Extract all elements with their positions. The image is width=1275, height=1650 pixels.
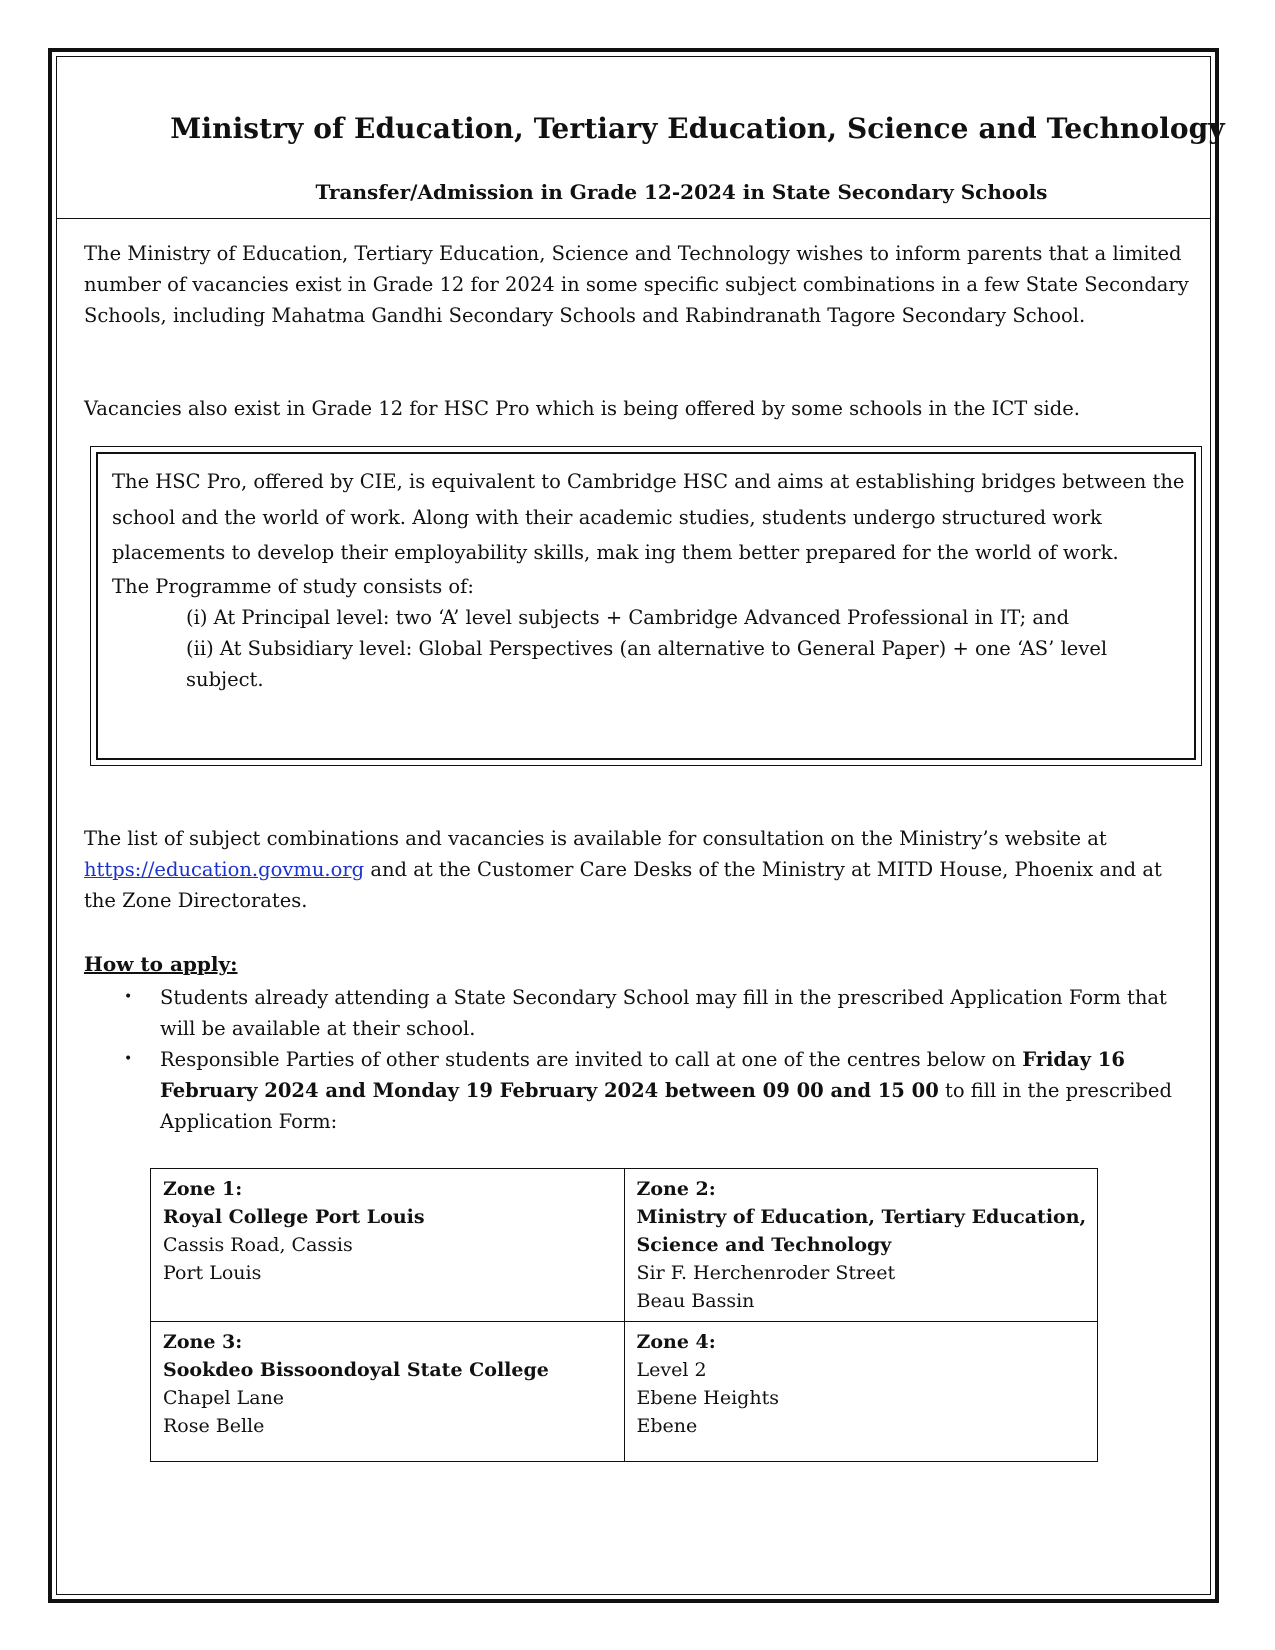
bullet-icon: •: [124, 1051, 133, 1067]
zone-1-cell: [151, 1169, 625, 1322]
hsc-pro-info-box: [112, 464, 1186, 695]
vacancies-paragraph-text: Vacancies also exist in Grade 12 for HSC Pro which is being offered by some schools in the ICT side.: [84, 397, 1080, 420]
table-row: [151, 1322, 1098, 1462]
consultation-text-before: The list of subject combinations and vacancies is available for consultation on the Ministry’s website at: [84, 827, 1107, 850]
zone-4-cell: [624, 1322, 1098, 1462]
programme-item-principal: (i) At Principal level: two ‘A’ level subjects + Cambridge Advanced Professional in IT; and: [186, 605, 1070, 629]
zone-label: Zone 3:: [163, 1331, 243, 1353]
intro-paragraph-text: The Ministry of Education, Tertiary Education, Science and Technology wishes to inform parents that a limited number of vacancies exist in Grade 12 for 2024 in some specific subject combinations in a few State Secondary Schools, including Mahatma Gandhi Secondary Schools and Rabindranath Tagore Secondary School.: [84, 242, 1189, 327]
vacancies-paragraph: [84, 393, 1194, 424]
ministry-website-link[interactable]: https://education.govmu.org: [84, 858, 365, 881]
programme-item-subsidiary: (ii) At Subsidiary level: Global Perspectives (an alternative to General Paper) + one ‘AS’ level subject.: [186, 636, 1108, 691]
consultation-paragraph: [84, 823, 1194, 916]
bullet-icon: •: [124, 989, 133, 1005]
bullet-text-students: Students already attending a State Secondary School may fill in the prescribed Application Form that will be available at their school.: [160, 986, 1167, 1040]
zone-address-line: Rose Belle: [163, 1415, 265, 1437]
page-subtitle: Transfer/Admission in Grade 12-2024 in State Secondary Schools: [315, 180, 1048, 204]
zone-address-line: Level 2: [636, 1359, 707, 1381]
zone-address-line: Ebene: [636, 1415, 698, 1437]
zone-label: Zone 1:: [163, 1178, 243, 1200]
how-to-apply-heading: How to apply:: [84, 952, 238, 976]
header-divider: [56, 218, 1211, 219]
zone-label: Zone 2:: [636, 1178, 716, 1200]
zone-address-line: Chapel Lane: [163, 1387, 285, 1409]
programme-intro: The Programme of study consists of:: [112, 574, 474, 598]
programme-list: [112, 602, 1186, 695]
zone-centre-name: Ministry of Education, Tertiary Education, Science and Technology: [636, 1206, 1087, 1256]
zone-2-cell: [624, 1169, 1098, 1322]
zone-centre-name: Sookdeo Bissoondoyal State College: [163, 1359, 549, 1381]
zone-centre-name: Royal College Port Louis: [163, 1206, 425, 1228]
bullet-text-parties: Responsible Parties of other students are invited to call at one of the centres below on: [160, 1048, 1016, 1071]
page-title: Ministry of Education, Tertiary Education, Science and Technology: [170, 112, 1225, 145]
intro-paragraph: [84, 238, 1194, 331]
consultation-text-after: and at the Customer Care Desks of the Ministry at MITD House, Phoenix and at the Zone Directorates.: [84, 858, 1162, 912]
zone-address-line: Port Louis: [163, 1262, 262, 1284]
zone-centres-table: [150, 1168, 1098, 1462]
list-item: [116, 1044, 1191, 1137]
zone-3-cell: [151, 1322, 625, 1462]
bullet-text-form: to fill in the prescribed Application Form:: [160, 1079, 1172, 1133]
application-dates: Friday 16 February 2024 and Monday 19 February 2024 between 09 00 and 15 00: [160, 1048, 1125, 1102]
zone-address-line: Sir F. Herchenroder Street: [636, 1262, 896, 1284]
list-item: [116, 982, 1191, 1044]
how-to-apply-list: [116, 982, 1191, 1137]
hsc-pro-description: The HSC Pro, offered by CIE, is equivalent to Cambridge HSC and aims at establishing bridges between the school and the world of work. Along with their academic studies, students undergo structured work placements to develop their employability skills, mak ing them better prepared for the world of work.: [112, 470, 1185, 564]
zone-address-line: Beau Bassin: [636, 1290, 755, 1312]
zone-label: Zone 4:: [636, 1331, 716, 1353]
zone-address-line: Cassis Road, Cassis: [163, 1234, 353, 1256]
zone-address-line: Ebene Heights: [636, 1387, 779, 1409]
table-row: [151, 1169, 1098, 1322]
